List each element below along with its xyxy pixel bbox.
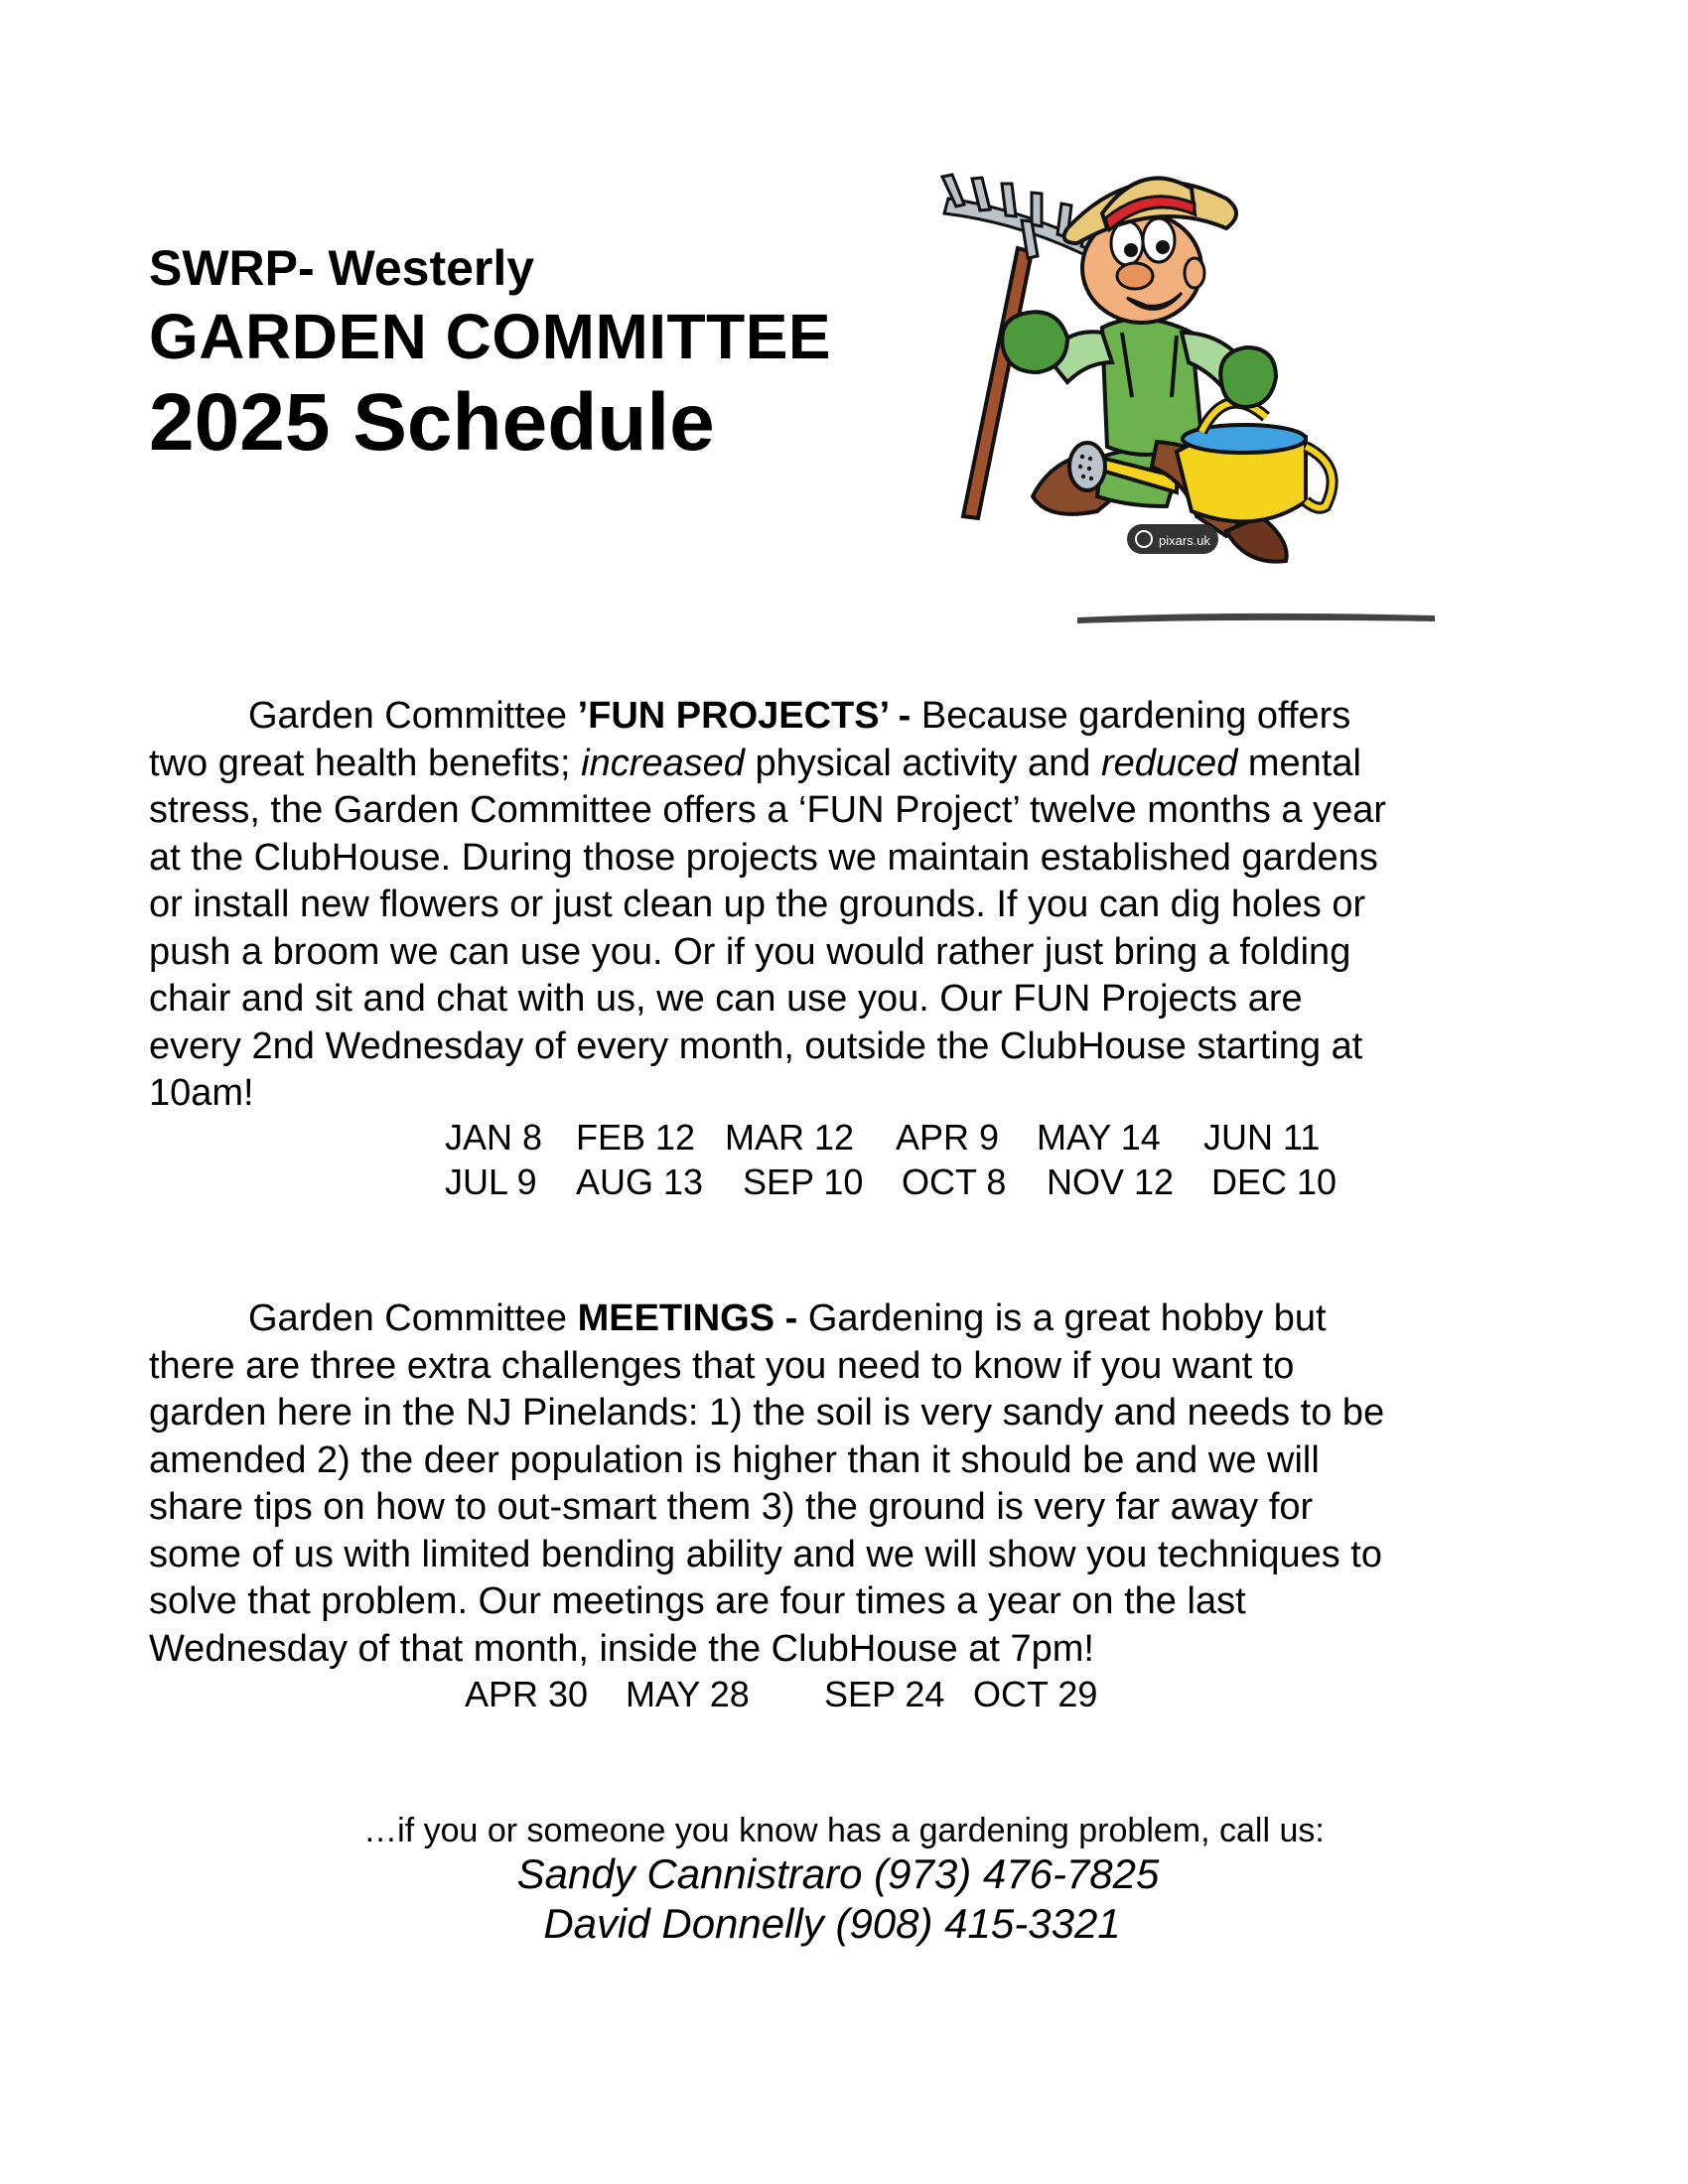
- date-item: JAN 8: [445, 1117, 543, 1158]
- paragraph-line: [149, 882, 1539, 929]
- paragraph-line: [149, 1484, 1539, 1532]
- section-heading: ’FUN PROJECTS’ -: [577, 695, 921, 737]
- contact-person: David Donnelly (908) 415-3321: [543, 1900, 1121, 1947]
- committee-name: GARDEN COMMITTEE: [149, 301, 832, 372]
- date-item: FEB 12: [576, 1117, 696, 1158]
- section-heading: MEETINGS -: [577, 1297, 808, 1339]
- paragraph-line: [149, 1070, 1539, 1118]
- line-text: mental: [1237, 742, 1361, 784]
- date-item: OCT 8: [902, 1161, 1007, 1202]
- date-item: DEC 10: [1211, 1161, 1337, 1202]
- line-text: Garden Committee: [248, 695, 578, 737]
- line-text: chair and sit and chat with us, we can use you. Our FUN Projects are: [149, 978, 1303, 1020]
- date-item: SEP 10: [743, 1161, 864, 1202]
- paragraph-line: [149, 1578, 1539, 1626]
- line-text: there are three extra challenges that you need to know if you want to: [149, 1344, 1295, 1387]
- line-text: 10am!: [149, 1072, 254, 1114]
- line-text: share tips on how to out-smart them 3) the ground is very far away for: [149, 1486, 1314, 1528]
- paragraph-line: [149, 1626, 1539, 1674]
- meetings-paragraph: [149, 1296, 1539, 1673]
- line-text: at the ClubHouse. During those projects we maintain established gardens: [149, 836, 1378, 879]
- date-item: MAY 14: [1037, 1117, 1161, 1158]
- paragraph-line: [149, 1437, 1539, 1485]
- gardener-with-rake-and-watering-can-icon: [928, 159, 1460, 630]
- date-item: OCT 29: [973, 1674, 1098, 1714]
- fun-projects-dates-row-1: [445, 1115, 1320, 1160]
- paragraph-line: [149, 693, 1539, 741]
- org-name: SWRP- Westerly: [149, 240, 535, 296]
- line-text: every 2nd Wednesday of every month, outside the ClubHouse starting at: [149, 1024, 1363, 1067]
- paragraph-line: [149, 1024, 1539, 1071]
- line-text: push a broom we can use you. Or if you would rather just bring a folding: [149, 930, 1351, 973]
- contact-lead: …if you or someone you know has a gardening problem, call us:: [363, 1812, 1325, 1849]
- date-item: JUN 11: [1203, 1117, 1321, 1158]
- meetings-dates: [465, 1672, 1097, 1717]
- date-item: MAY 28: [626, 1674, 750, 1714]
- line-text: physical activity and: [744, 742, 1101, 784]
- line-text: garden here in the NJ Pinelands: 1) the soil is very sandy and needs to be: [149, 1392, 1385, 1433]
- contact-person: Sandy Cannistraro (973) 476-7825: [516, 1850, 1160, 1897]
- date-item: APR 9: [896, 1117, 1000, 1158]
- date-item: AUG 13: [576, 1161, 704, 1202]
- line-text: Wednesday of that month, inside the ClubHouse at 7pm!: [149, 1627, 1094, 1670]
- paragraph-line: [149, 1532, 1539, 1579]
- schedule-title: 2025 Schedule: [149, 377, 715, 468]
- fun-projects-dates-row-2: [445, 1160, 1336, 1205]
- date-item: NOV 12: [1047, 1161, 1175, 1202]
- line-text: or install new flowers or just clean up the grounds. If you can dig holes or: [149, 884, 1366, 925]
- paragraph-line: [149, 1390, 1539, 1437]
- emphasis-text: increased: [581, 742, 745, 784]
- line-text: solve that problem. Our meetings are four times a year on the last: [149, 1580, 1246, 1622]
- date-item: SEP 24: [824, 1674, 945, 1714]
- paragraph-line: [149, 741, 1539, 788]
- paragraph-line: [149, 1343, 1539, 1391]
- date-item: MAR 12: [725, 1117, 855, 1158]
- line-text: two great health benefits;: [149, 742, 582, 784]
- paragraph-line: [149, 835, 1539, 883]
- emphasis-text: reduced: [1101, 742, 1238, 784]
- line-text: Because gardening offers: [920, 695, 1351, 737]
- paragraph-line: [149, 1296, 1539, 1343]
- line-text: stress, the Garden Committee offers a ‘FUN Project’ twelve months a year: [149, 789, 1387, 831]
- watermark-text: pixars.uk: [1159, 533, 1211, 548]
- date-item: JUL 9: [445, 1161, 537, 1202]
- line-text: amended 2) the deer population is higher than it should be and we will: [149, 1438, 1320, 1481]
- line-text: Garden Committee: [248, 1297, 578, 1339]
- paragraph-line: [149, 976, 1539, 1024]
- line-text: Gardening is a great hobby but: [807, 1297, 1327, 1339]
- paragraph-line: [149, 929, 1539, 977]
- line-text: some of us with limited bending ability and we will show you techniques to: [149, 1533, 1382, 1575]
- date-item: APR 30: [465, 1674, 589, 1714]
- flyer-header: [149, 238, 904, 471]
- paragraph-line: [149, 787, 1539, 835]
- fun-projects-paragraph: [149, 693, 1539, 1118]
